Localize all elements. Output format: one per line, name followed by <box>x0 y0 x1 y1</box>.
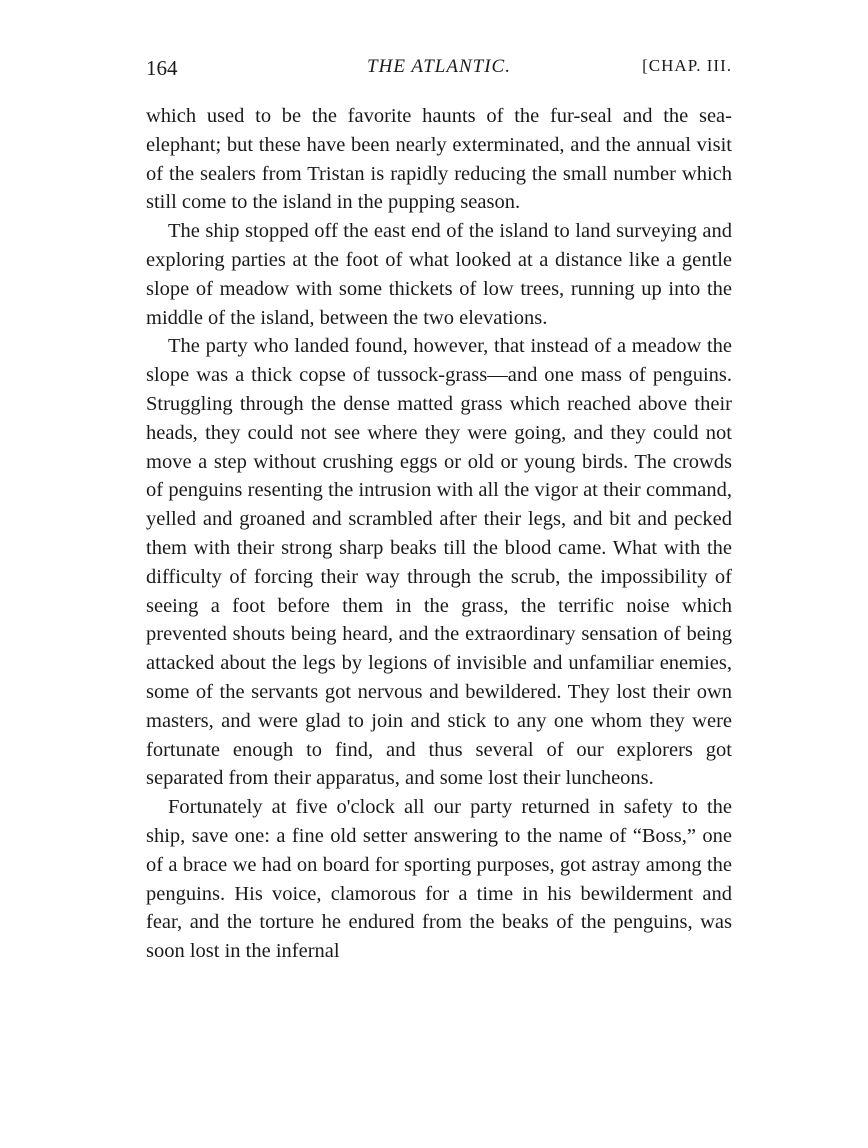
paragraph: Fortunately at five o'clock all our party returned in safety to the ship, save one: a fine old setter answering to the name of “Boss,” one of a brace we had on board for sporting purposes, got astray among the penguins. His voice, clamorous for a time in his bewilderment and fear, and the torture he endured from the beaks of the penguins, was soon lost in the infernal <box>146 796 732 963</box>
paragraph: The ship stopped off the east end of the island to land surveying and exploring parties at the foot of what looked at a distance like a gentle slope of meadow with some thickets of low trees, running up into the middle of the island, between the two elevations. <box>146 220 732 329</box>
chapter-label: [CHAP. III. <box>642 56 732 75</box>
paragraph: The party who landed found, however, that instead of a meadow the slope was a thick copse of tussock-grass—and one mass of penguins. Struggling through the dense matted grass which reached above their heads, they could not see where they were going, and they could not move a step without crushing eggs or old or young birds. The crowds of penguins resenting the intrusion with all the vigor at their command, yelled and groaned and scrambled after their legs, and bit and pecked them with their strong sharp beaks till the blood came. What with the difficulty of forcing their way through the scrub, the impossibility of seeing a foot before them in the grass, the terrific noise which prevented shouts being heard, and the extraordinary sensation of being attacked about the legs by legions of invisible and unfamiliar enemies, some of the servants got nervous and bewildered. They lost their own masters, and were glad to join and stick to any one whom they were fortunate enough to find, and thus several of our explorers got separated from their apparatus, and some lost their luncheons. <box>146 335 732 790</box>
running-title: THE ATLANTIC. <box>367 56 511 77</box>
body-text <box>146 102 732 966</box>
paragraph-continued: which used to be the favorite haunts of the fur-seal and the sea-elephant; but these have been nearly exterminated, and the annual visit of the sealers from Tristan is rapidly reducing the small number which still come to the island in the pupping season. <box>146 105 732 214</box>
page-number: 164 <box>146 56 178 80</box>
book-page <box>146 56 732 966</box>
running-head <box>146 56 732 86</box>
